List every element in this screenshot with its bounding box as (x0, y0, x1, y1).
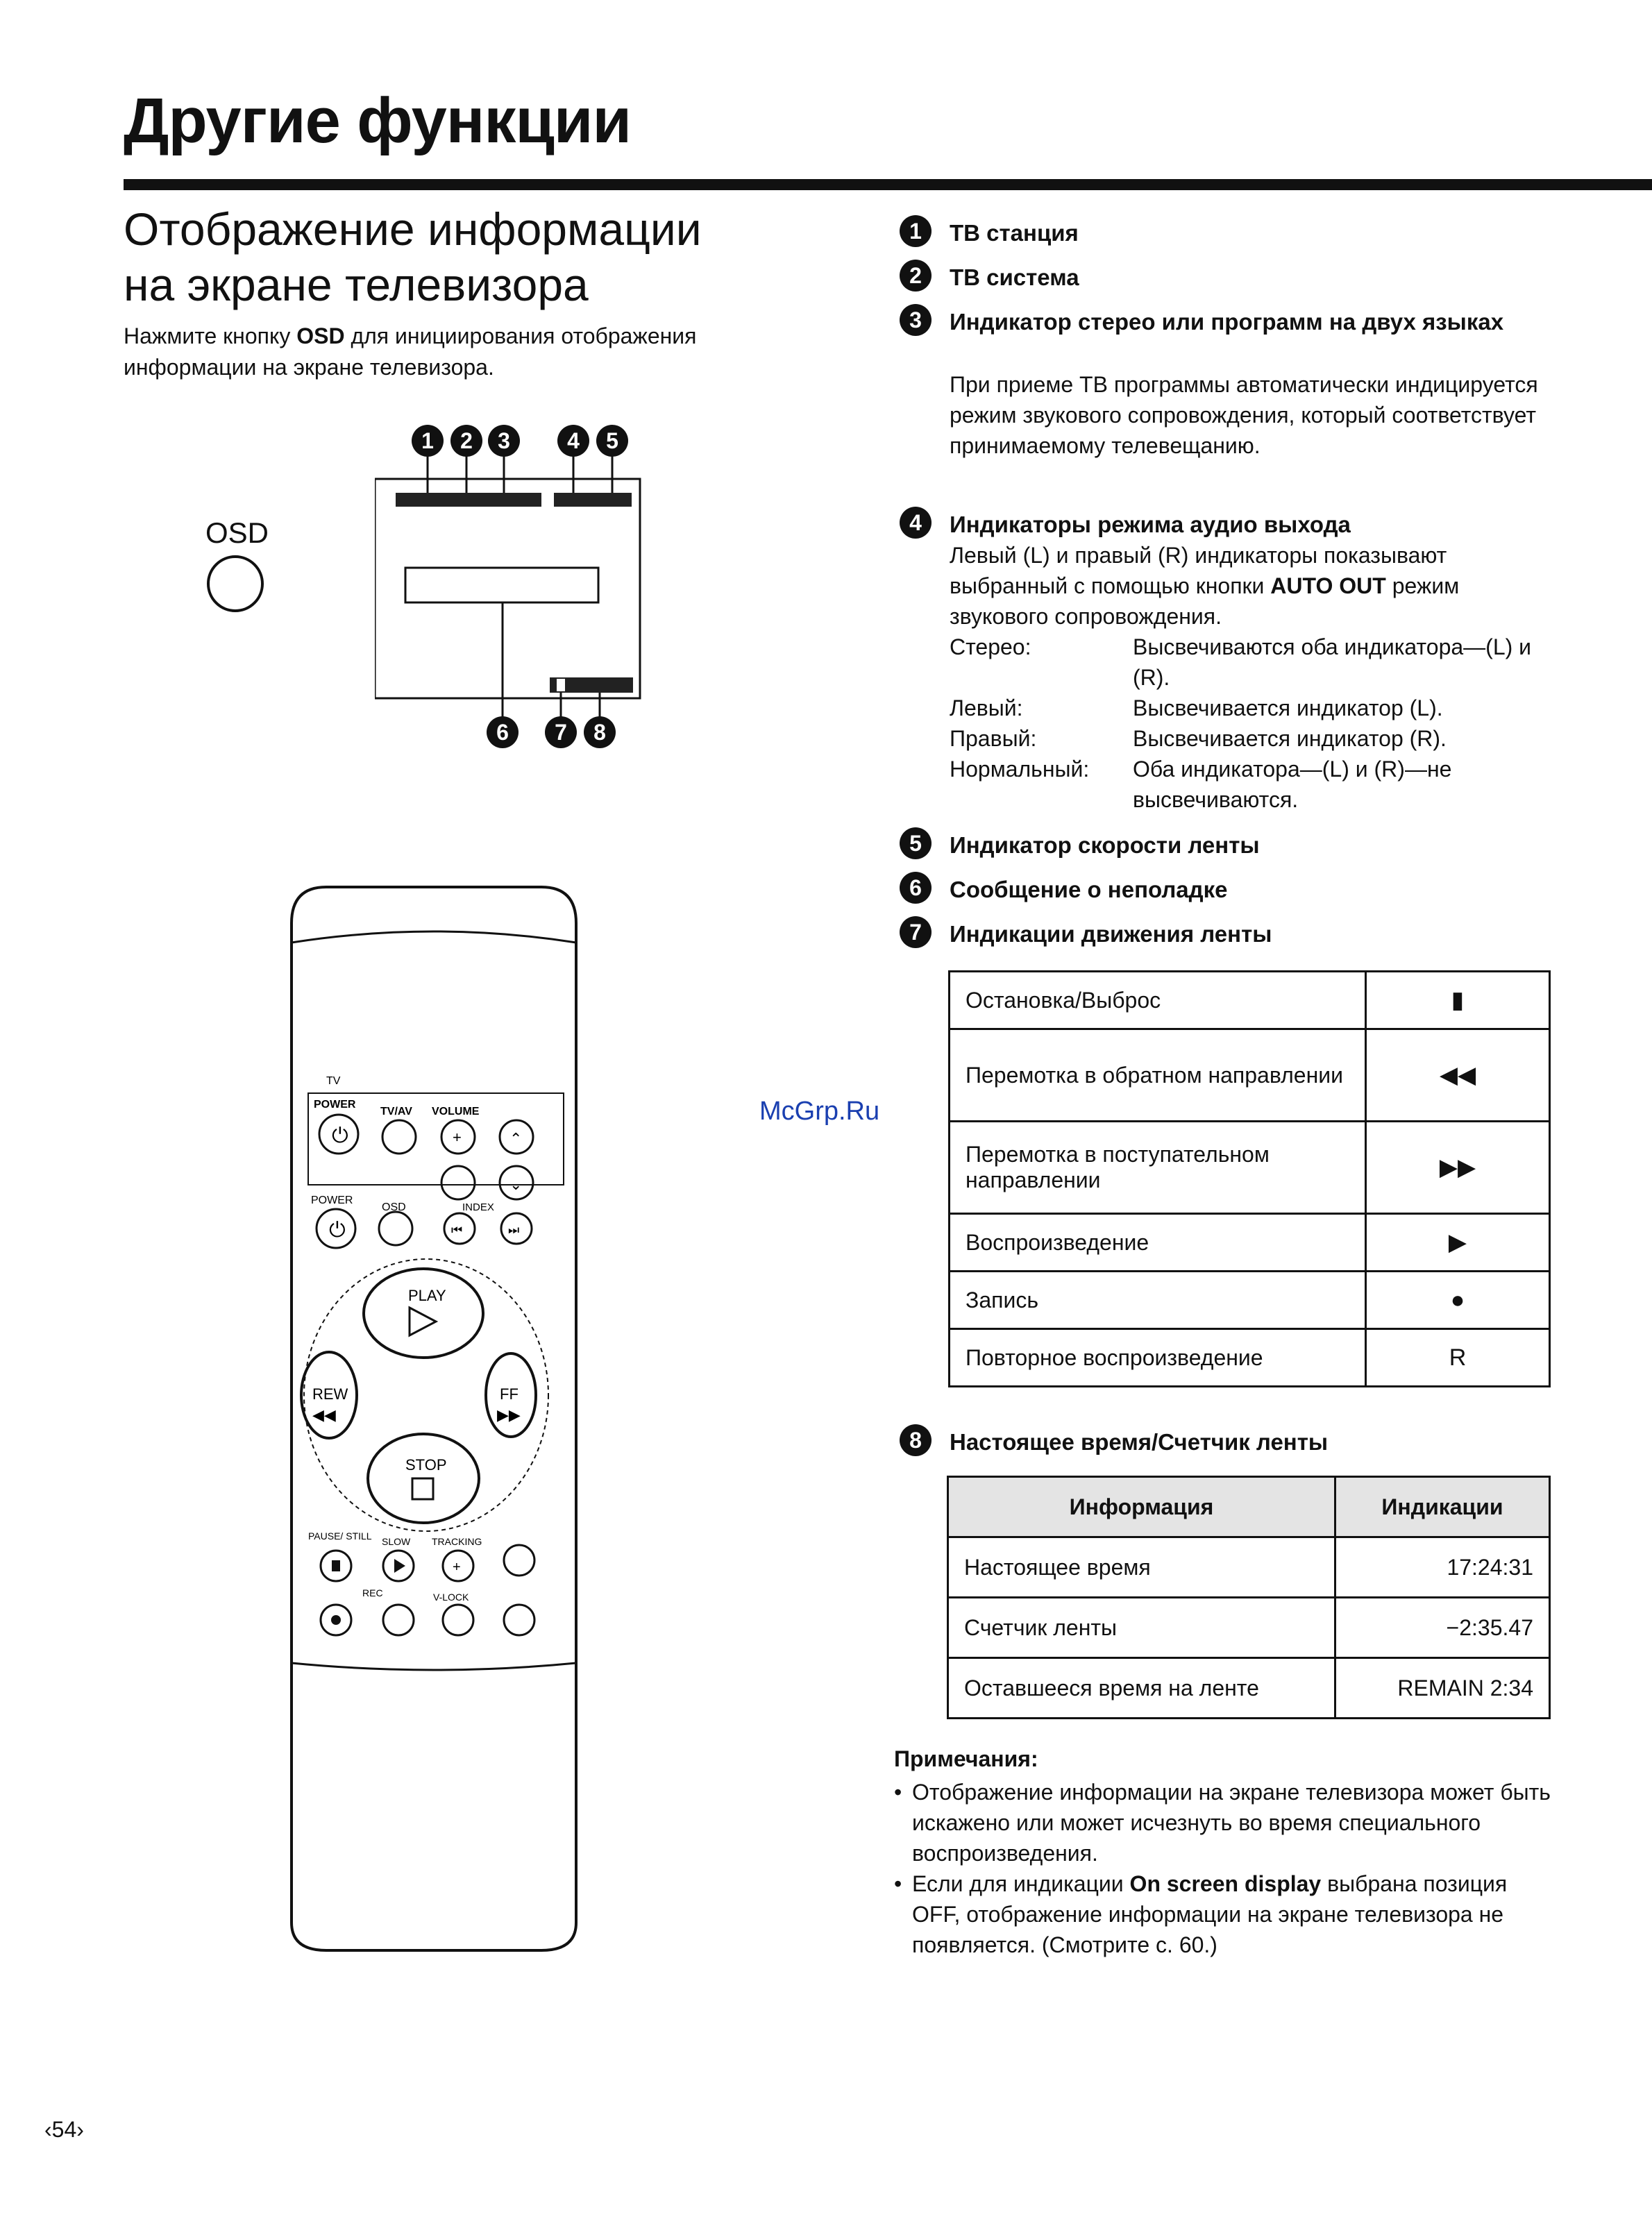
intro-text-1: Нажмите кнопку (124, 323, 297, 348)
tape-motion-label: Остановка/Выброс (950, 972, 1366, 1029)
header-indications: Индикации (1335, 1477, 1550, 1537)
table-row (950, 972, 1550, 1029)
rec-second-button (383, 1605, 414, 1635)
legend-title-4: Индикаторы режима аудио выхода (950, 512, 1351, 537)
time-value: −2:35.47 (1335, 1598, 1550, 1658)
legend-body-3: При приеме ТВ программы автоматически индицируется режим звукового сопровождения, который соответствует принимаемому телевещанию. (950, 372, 1538, 458)
ff-icon: ▶▶ (497, 1406, 521, 1424)
legend-title-3: Индикатор стерео или программ на двух языках (950, 309, 1504, 335)
audio-mode-value: Высвечиваются оба индикатора—(L) и (R). (1133, 634, 1532, 690)
power-icon: ⏻ (329, 1219, 346, 1242)
note-2-text-1: Если для индикации (912, 1871, 1130, 1896)
power-label: POWER (311, 1195, 353, 1206)
legend-number-6: 6 (900, 872, 932, 904)
section-heading-line-2: на экране телевизора (124, 259, 589, 310)
index-next-icon: ⏭ (508, 1223, 520, 1237)
tv-screen-diagram (375, 416, 652, 750)
table-header-row (948, 1477, 1550, 1537)
osd-label: OSD (205, 516, 269, 549)
play-icon (410, 1308, 436, 1335)
legend-number-8: 8 (900, 1424, 932, 1456)
rec-label: REC (362, 1587, 383, 1598)
intro-bold-osd: OSD (296, 323, 345, 348)
volume-up-icon: + (453, 1129, 462, 1146)
osd-key-label: OSD (382, 1201, 406, 1213)
page-title: Другие функции (124, 85, 632, 156)
note-item: • Отображение информации на экране телевизора может быть искажено или может исчезнуть во время специального воспроизведения. (894, 1777, 1560, 1868)
audio-mode-key: Стерео: (950, 634, 1031, 659)
callout-2: 2 (450, 425, 482, 457)
audio-mode-key: Правый: (950, 726, 1037, 751)
rewind-symbol: ◀◀ (1366, 1029, 1550, 1122)
ff-label: FF (500, 1385, 519, 1403)
pause-label: PAUSE/ STILL (308, 1530, 372, 1542)
rew-icon: ◀◀ (312, 1406, 336, 1424)
watermark-text: McGrp.Ru (759, 1097, 880, 1126)
title-rule (124, 179, 1652, 190)
table-row (948, 1537, 1550, 1598)
stop-label: STOP (405, 1456, 447, 1474)
header-information: Информация (948, 1477, 1335, 1537)
callout-5: 5 (596, 425, 628, 457)
osd-key (379, 1212, 412, 1245)
play-symbol: ▶ (1366, 1214, 1550, 1272)
index-label: INDEX (462, 1201, 494, 1213)
tv-screen-frame (375, 479, 640, 698)
legend-title-1: ТВ станция (950, 220, 1079, 246)
audio-mode-value: Оба индикатора—(L) и (R)—не высвечиваются. (1133, 757, 1452, 812)
callout-4: 4 (557, 425, 589, 457)
tape-motion-label: Воспроизведение (950, 1214, 1366, 1272)
legend-body-4-text-2: режим звукового сопровождения. (950, 573, 1460, 629)
audio-mode-key: Нормальный: (950, 757, 1090, 782)
time-label: Оставшееся время на ленте (948, 1658, 1335, 1719)
tv-screen-svg (375, 416, 652, 750)
tracking-label: TRACKING (432, 1536, 482, 1547)
stop-eject-symbol: ▮ (1366, 972, 1550, 1029)
note-2-text-2: выбрана позиция OFF, отображение информации на экране телевизора не появляется. (Смотрите с. 60.) (912, 1871, 1508, 1957)
callout-1: 1 (412, 425, 444, 457)
legend-title-7: Индикации движения ленты (950, 921, 1272, 947)
tv-power-label: POWER (314, 1099, 356, 1111)
rec-icon (331, 1615, 341, 1625)
volume-label: VOLUME (432, 1106, 480, 1117)
tape-motion-table (948, 970, 1551, 1387)
table-row (948, 1658, 1550, 1719)
rew-label: REW (312, 1385, 348, 1403)
table-row (950, 1329, 1550, 1387)
time-label: Настоящее время (948, 1537, 1335, 1598)
time-counter-table (947, 1476, 1551, 1719)
table-row (950, 1122, 1550, 1214)
tape-motion-label: Перемотка в поступательном направлении (950, 1122, 1366, 1214)
table-row (950, 1214, 1550, 1272)
legend-body-4-text-1: Левый (L) и правый (R) индикаторы показывают выбранный с помощью кнопки (950, 543, 1447, 598)
section-heading (124, 201, 818, 312)
play-button (364, 1269, 483, 1358)
table-row (950, 1272, 1550, 1329)
time-value: REMAIN 2:34 (1335, 1658, 1550, 1719)
section-heading-line-1: Отображение информации (124, 203, 702, 255)
tape-motion-mark (557, 679, 565, 691)
fast-forward-symbol: ▶▶ (1366, 1122, 1550, 1214)
legend-title-5: Индикатор скорости ленты (950, 832, 1260, 858)
callout-7: 7 (545, 716, 577, 748)
time-label: Счетчик ленты (948, 1598, 1335, 1658)
pause-icon (332, 1560, 340, 1571)
index-prev-icon: ⏮ (451, 1223, 463, 1237)
slow-label: SLOW (382, 1536, 411, 1547)
remote-top-edge (292, 931, 576, 943)
note-2-bold: On screen display (1129, 1871, 1322, 1896)
vlock-label: V-LOCK (433, 1592, 469, 1603)
indicator-bar-right (554, 493, 632, 507)
channel-up-icon: ⌃ (509, 1130, 523, 1147)
legend-number-4: 4 (900, 507, 932, 539)
intro-paragraph (124, 321, 790, 383)
legend-number-7: 7 (900, 916, 932, 948)
remote-lower-edge (292, 1663, 576, 1670)
tracking-down-button (443, 1605, 473, 1635)
table-row (948, 1598, 1550, 1658)
legend-number-2: 2 (900, 260, 932, 292)
notes-list (894, 1777, 1560, 1960)
time-value: 17:24:31 (1335, 1537, 1550, 1598)
legend-number-1: 1 (900, 215, 932, 247)
tracking-ch-down-button (504, 1605, 534, 1635)
legend-title-2: ТВ система (950, 264, 1079, 290)
intro-text-2: для инициирования отображения информации на экране телевизора. (124, 323, 697, 380)
legend-body-4 (950, 540, 1546, 632)
callout-8: 8 (584, 716, 616, 748)
legend-body-4-bold: AUTO OUT (1270, 573, 1386, 598)
legend-number-5: 5 (900, 827, 932, 859)
audio-mode-value: Высвечивается индикатор (L). (1133, 695, 1443, 720)
tape-motion-label: Запись (950, 1272, 1366, 1329)
legend-title-6: Сообщение о неполадке (950, 877, 1228, 902)
note-item (894, 1868, 1560, 1960)
volume-down-button (441, 1166, 475, 1199)
tape-motion-label: Повторное воспроизведение (950, 1329, 1366, 1387)
callout-3: 3 (488, 425, 520, 457)
audio-mode-key: Левый: (950, 695, 1023, 720)
tv-av-button (382, 1120, 416, 1154)
remote-control-illustration (278, 881, 597, 1964)
audio-mode-value: Высвечивается индикатор (R). (1133, 726, 1447, 751)
slow-icon (394, 1559, 405, 1573)
tape-motion-label: Перемотка в обратном направлении (950, 1029, 1366, 1122)
tracking-up-icon: + (453, 1560, 461, 1575)
notes-title: Примечания: (894, 1746, 1038, 1771)
tv-av-label: TV/AV (380, 1106, 412, 1117)
play-label: PLAY (408, 1287, 446, 1304)
legend-number-3: 3 (900, 304, 932, 336)
page-number: ‹54› (44, 2117, 84, 2142)
table-row (950, 1029, 1550, 1122)
record-symbol: ● (1366, 1272, 1550, 1329)
indicator-bar-left (396, 493, 541, 507)
callout-6: 6 (487, 716, 519, 748)
osd-button-illustration (207, 555, 264, 612)
channel-down-icon: ⌄ (509, 1176, 523, 1193)
tv-label: TV (326, 1075, 341, 1087)
legend-title-8: Настоящее время/Счетчик ленты (950, 1429, 1329, 1455)
tracking-ch-up-button (504, 1545, 534, 1576)
repeat-symbol: R (1366, 1329, 1550, 1387)
tv-power-icon: ⏻ (332, 1124, 348, 1147)
message-box (405, 568, 598, 602)
remote-svg (278, 881, 597, 1964)
stop-icon (412, 1478, 433, 1499)
